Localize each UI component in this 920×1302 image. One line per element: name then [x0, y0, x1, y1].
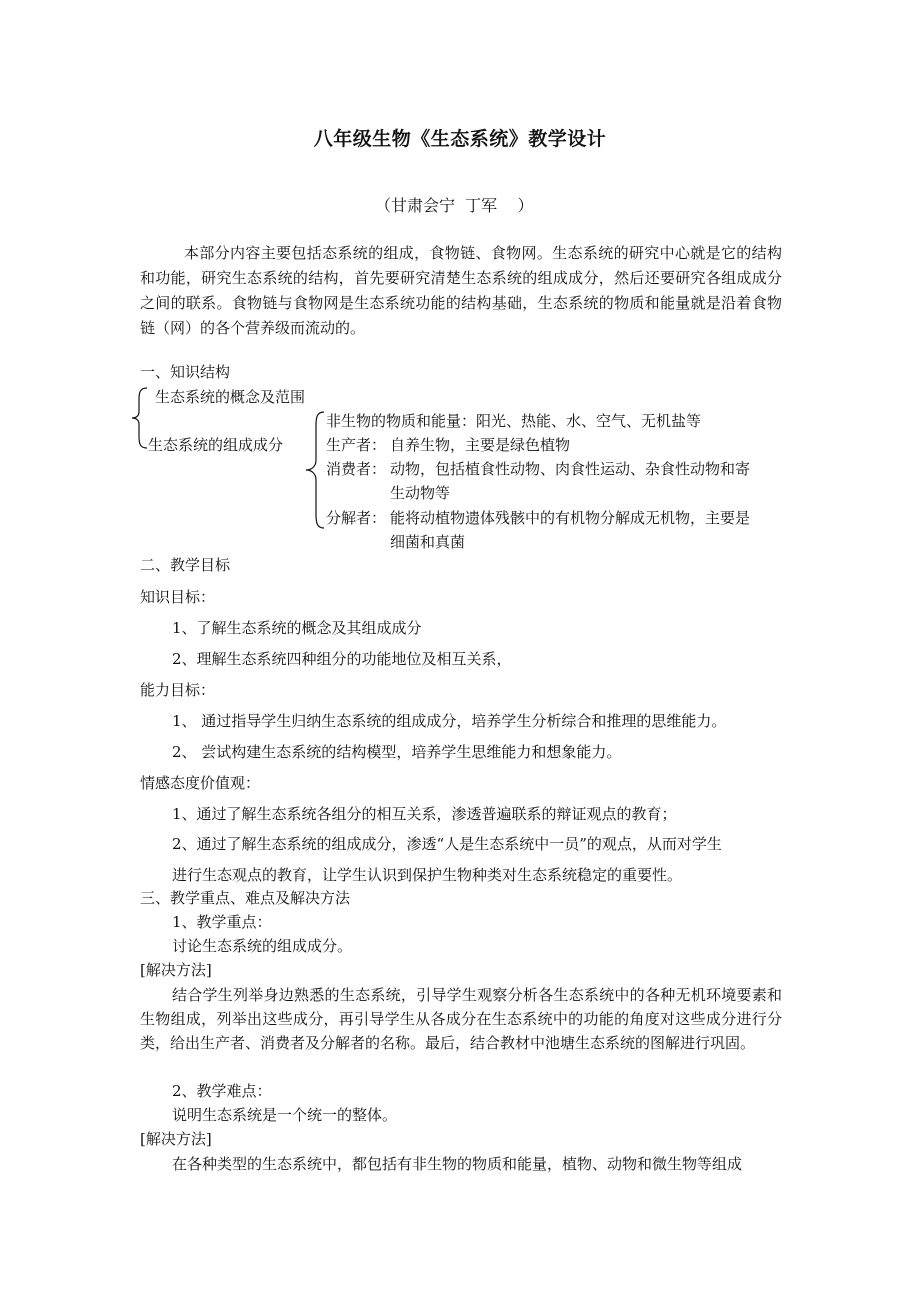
- difficulty-text: 说明生态系统是一个统一的整体。: [172, 1106, 398, 1124]
- knowledge-item-2: 2、理解生态系统四种组分的功能地位及相互关系，: [172, 650, 512, 668]
- key-point-heading: 1、教学重点：: [172, 913, 272, 931]
- component-decomposer-label: 分解者：: [326, 509, 387, 527]
- component-decomposer-desc-cont: 细菌和真菌: [390, 533, 466, 551]
- ability-heading: 能力目标：: [140, 681, 216, 699]
- component-producer-desc: 自养生物，主要是绿色植物: [390, 436, 571, 454]
- outer-brace: [130, 386, 150, 450]
- difficulty-heading: 2、教学难点：: [172, 1082, 272, 1100]
- method-label-1: [解决方法]: [140, 961, 212, 979]
- document-title: 八年级生物《生态系统》教学设计: [313, 128, 607, 150]
- emotion-item-1: 1、通过了解生态系统各组分的相互关系，渗透普遍联系的辩证观点的教育；: [172, 805, 677, 823]
- method-text-1: 结合学生列举身边熟悉的生态系统，引导学生观察分析各生态系统中的各种无机环境要素和生物组成，列举出这些成分，再引导学生从各成分在生态系统中的功能的角度对这些成分进行分类，给出生产者、消费者及分解者的名称。最后，结合教材中池塘生态系统的图解进行巩固。: [140, 986, 782, 1052]
- component-abiotic-label: 非生物的物质和能量：: [326, 412, 477, 430]
- component-producer-label: 生产者：: [326, 436, 387, 454]
- emotion-item-2: 2、通过了解生态系统的组成成分，渗透“人是生态系统中一员”的观点，从而对学生: [172, 835, 722, 853]
- ability-item-2: 2、 尝试构建生态系统的结构模型，培养学生思维能力和想象能力。: [172, 743, 622, 761]
- knowledge-heading: 知识目标：: [140, 588, 216, 606]
- method-text-2: 在各种类型的生态系统中，都包括有非生物的物质和能量，植物、动物和微生物等组成: [172, 1155, 743, 1173]
- author-line: （甘肃会宁 丁军 ）: [375, 196, 534, 215]
- section-heading-structure: 一、知识结构: [140, 363, 231, 381]
- component-consumer-label: 消费者：: [326, 460, 387, 478]
- intro-paragraph: [140, 241, 782, 341]
- intro-text: 本部分内容主要包括态系统的组成，食物链、食物网。生态系统的研究中心就是它的结构和功能，研究生态系统的结构，首先要研究清楚生态系统的组成成分，然后还要研究各组成成分之间的联系。食物链与食物网是生态系统功能的结构基础，生态系统的物质和能量就是沿着食物链（网）的各个营养级而流动的。: [140, 244, 782, 337]
- method-paragraph-1: [140, 983, 782, 1055]
- structure-item-components: 生态系统的组成成分: [148, 436, 284, 454]
- emotion-heading: 情感态度价值观：: [140, 774, 261, 792]
- inner-brace: [304, 410, 326, 530]
- component-consumer-desc: 动物，包括植食性动物、肉食性运动、杂食性动物和寄: [390, 460, 751, 478]
- section-heading-objectives: 二、教学目标: [140, 556, 231, 574]
- section-heading-keypoints: 三、教学重点、难点及解决方法: [140, 889, 351, 907]
- ability-item-1: 1、 通过指导学生归纳生态系统的组成成分，培养学生分析综合和推理的思维能力。: [172, 712, 727, 730]
- knowledge-item-1: 1、了解生态系统的概念及其组成成分: [172, 619, 422, 637]
- structure-item-concept: 生态系统的概念及范围: [155, 388, 306, 406]
- method-label-2: [解决方法]: [140, 1130, 212, 1148]
- key-point-text: 讨论生态系统的组成成分。: [172, 937, 353, 955]
- component-consumer-desc-cont: 生动物等: [390, 484, 451, 502]
- component-abiotic-desc: 阳光、热能、水、空气、无机盐等: [476, 412, 702, 430]
- component-decomposer-desc: 能将动植物遗体残骸中的有机物分解成无机物，主要是: [390, 509, 751, 527]
- emotion-item-2-cont: 进行生态观点的教育，让学生认识到保护生物种类对生态系统稳定的重要性。: [172, 866, 683, 884]
